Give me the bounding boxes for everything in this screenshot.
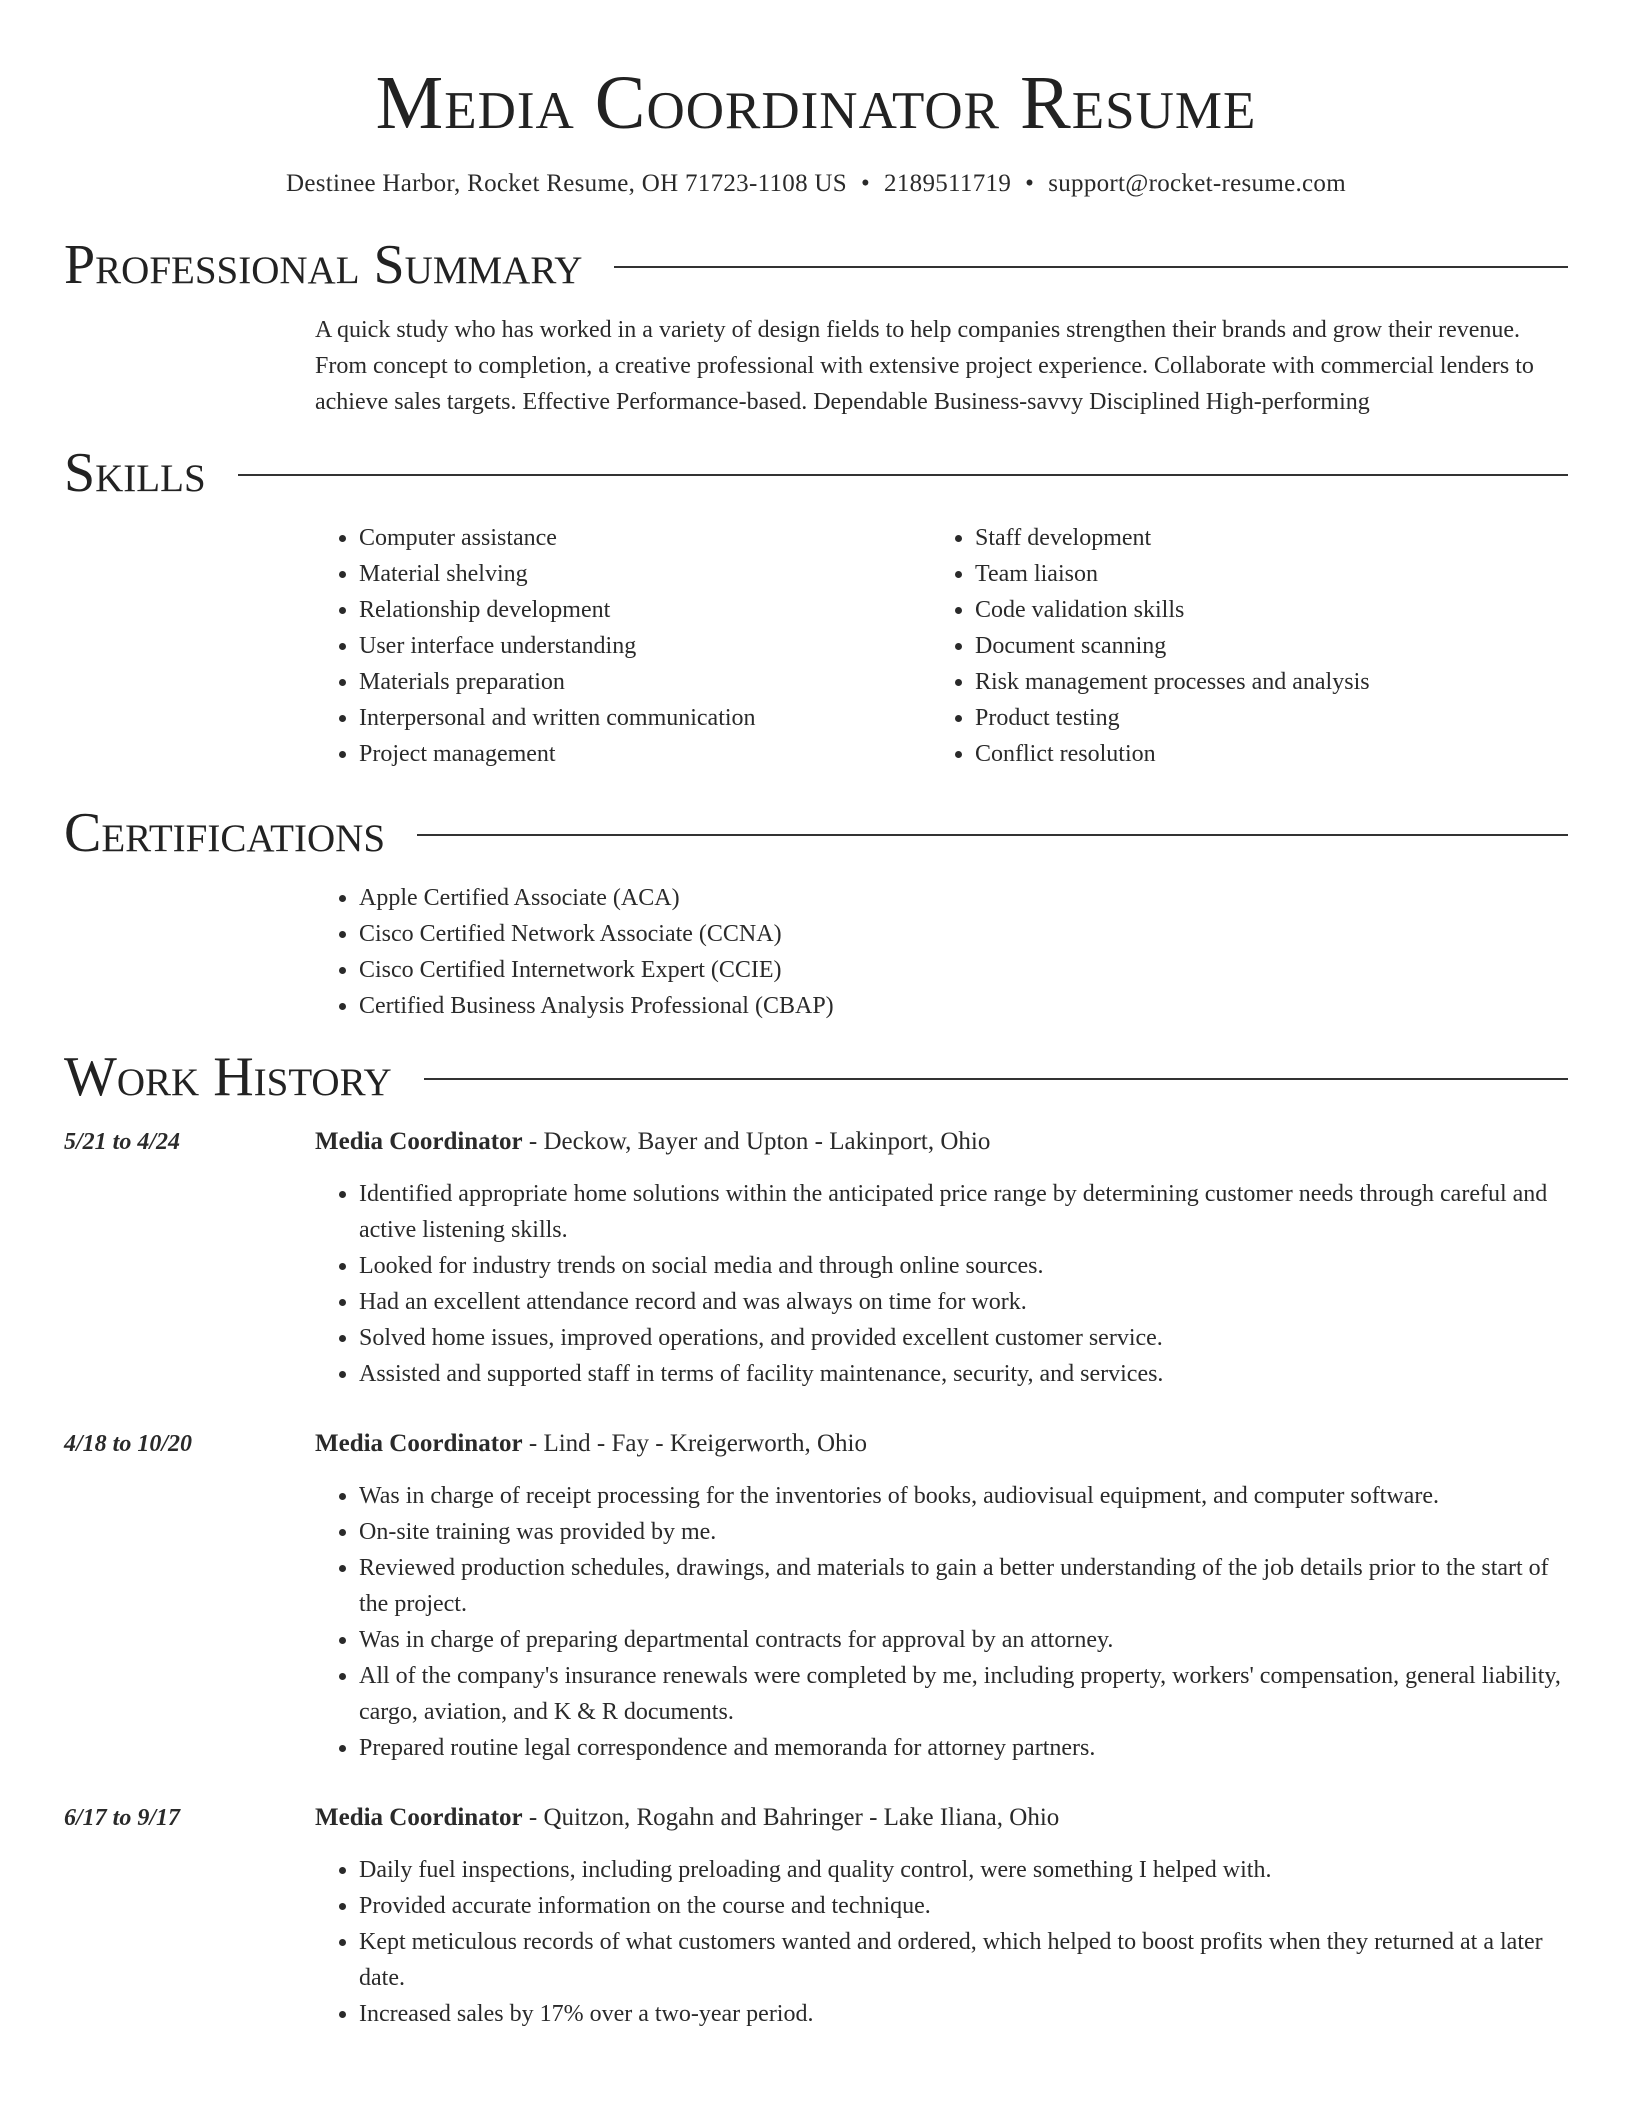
skill-item: • Risk management processes and analysis (975, 664, 1547, 700)
job-bullet: • On-site training was provided by me. (359, 1514, 1568, 1550)
job-bullet: • Assisted and supported staff in terms of facility maintenance, security, and services. (359, 1356, 1568, 1392)
job-bullets (315, 1852, 1568, 2032)
resume-page (64, 0, 1568, 2032)
job-title-line (315, 1800, 1568, 1836)
resume-title: Media Coordinator Resume (375, 61, 1257, 145)
job-bullet: • Identified appropriate home solutions within the anticipated price range by determining customer needs through careful and active listening skills. (359, 1176, 1568, 1248)
summary-text: A quick study who has worked in a variety of design fields to help companies strengthen their brands and grow their revenue. From concept to completion, a creative professional with extensive project experience. Collaborate with commercial lenders to achieve sales targets. Effective Performance-based. Dependable Business-savvy Disciplined High-performing (315, 317, 1534, 415)
skill-item: • Relationship development (359, 592, 931, 628)
skill-item: • Conflict resolution (975, 736, 1547, 772)
job-bullet: • Reviewed production schedules, drawings, and materials to gain a better understanding of the job details prior to the start of the project. (359, 1550, 1568, 1622)
skill-item: • Materials preparation (359, 664, 931, 700)
skill-item: • Computer assistance (359, 520, 931, 556)
job-company: - Deckow, Bayer and Upton - Lakinport, Ohio (522, 1128, 991, 1155)
skill-item: • Staff development (975, 520, 1547, 556)
certification-item: • Apple Certified Associate (ACA) (359, 880, 1568, 916)
job-dates: 6/17 to 9/17 (64, 1805, 181, 1831)
job-bullet: • Provided accurate information on the course and technique. (359, 1888, 1568, 1924)
job-entry (64, 1124, 1568, 1392)
job-role: Media Coordinator (315, 1128, 523, 1155)
job-entry (64, 1426, 1568, 1766)
summary-section-header (64, 232, 1568, 298)
contact-address: Destinee Harbor, Rocket Resume, OH 71723-1108 US (286, 170, 847, 197)
section-divider (238, 474, 1568, 476)
job-details (315, 1426, 1568, 1766)
section-divider (614, 266, 1568, 268)
skill-item: • Project management (359, 736, 931, 772)
certifications-heading: Certifications (64, 802, 386, 864)
job-bullet: • All of the company's insurance renewals were completed by me, including property, workers' compensation, general liability, cargo, aviation, and K & R documents. (359, 1658, 1568, 1730)
job-title-line (315, 1124, 1568, 1160)
job-bullet: • Looked for industry trends on social media and through online sources. (359, 1248, 1568, 1284)
job-bullets (315, 1478, 1568, 1766)
skill-item: • Product testing (975, 700, 1547, 736)
certifications-list (315, 880, 1568, 1024)
skill-item: • Team liaison (975, 556, 1547, 592)
job-role: Media Coordinator (315, 1430, 523, 1457)
job-bullet: • Solved home issues, improved operations, and provided excellent customer service. (359, 1320, 1568, 1356)
job-bullet: • Increased sales by 17% over a two-year period. (359, 1996, 1568, 2032)
job-details (315, 1800, 1568, 2032)
job-bullet: • Was in charge of preparing departmental contracts for approval by an attorney. (359, 1622, 1568, 1658)
job-title-line (315, 1426, 1568, 1462)
contact-separator: • (1025, 170, 1035, 197)
certification-item: • Cisco Certified Network Associate (CCNA) (359, 916, 1568, 952)
job-bullet: • Had an excellent attendance record and was always on time for work. (359, 1284, 1568, 1320)
job-bullet: • Kept meticulous records of what customers wanted and ordered, which helped to boost profits when they returned at a later date. (359, 1924, 1568, 1996)
skill-item: • Material shelving (359, 556, 931, 592)
skill-item: • User interface understanding (359, 628, 931, 664)
skills-column-right (931, 520, 1547, 772)
skill-item: • Interpersonal and written communication (359, 700, 931, 736)
skills-column-left (315, 520, 931, 772)
skills-list (315, 520, 1568, 772)
job-bullets (315, 1176, 1568, 1392)
job-bullet: • Was in charge of receipt processing for the inventories of books, audiovisual equipment, and computer software. (359, 1478, 1568, 1514)
skill-item: • Document scanning (975, 628, 1547, 664)
job-dates: 4/18 to 10/20 (64, 1431, 193, 1457)
section-divider (424, 1078, 1568, 1080)
certifications-section-header (64, 800, 1568, 866)
skills-heading: Skills (64, 442, 206, 504)
job-bullet: • Daily fuel inspections, including preloading and quality control, were something I helped with. (359, 1852, 1568, 1888)
contact-separator: • (860, 170, 871, 197)
certification-item: • Cisco Certified Internetwork Expert (CCIE) (359, 952, 1568, 988)
job-bullet: • Prepared routine legal correspondence and memoranda for attorney partners. (359, 1730, 1568, 1766)
section-divider (417, 834, 1568, 836)
skills-section-header (64, 440, 1568, 506)
work-history-heading: Work History (64, 1046, 392, 1108)
job-company: - Lind - Fay - Kreigerworth, Ohio (522, 1430, 867, 1457)
job-entry (64, 1800, 1568, 2032)
contact-line (64, 168, 1568, 200)
job-dates: 5/21 to 4/24 (64, 1129, 181, 1155)
contact-email: support@rocket-resume.com (1048, 170, 1346, 197)
contact-phone: 2189511719 (884, 170, 1012, 197)
work-history-section-header (64, 1044, 1568, 1110)
summary-heading: Professional Summary (64, 234, 583, 296)
skill-item: • Code validation skills (975, 592, 1547, 628)
job-role: Media Coordinator (315, 1804, 523, 1831)
job-details (315, 1124, 1568, 1392)
certification-item: • Certified Business Analysis Professional (CBAP) (359, 988, 1568, 1024)
job-company: - Quitzon, Rogahn and Bahringer - Lake Iliana, Ohio (522, 1804, 1060, 1831)
